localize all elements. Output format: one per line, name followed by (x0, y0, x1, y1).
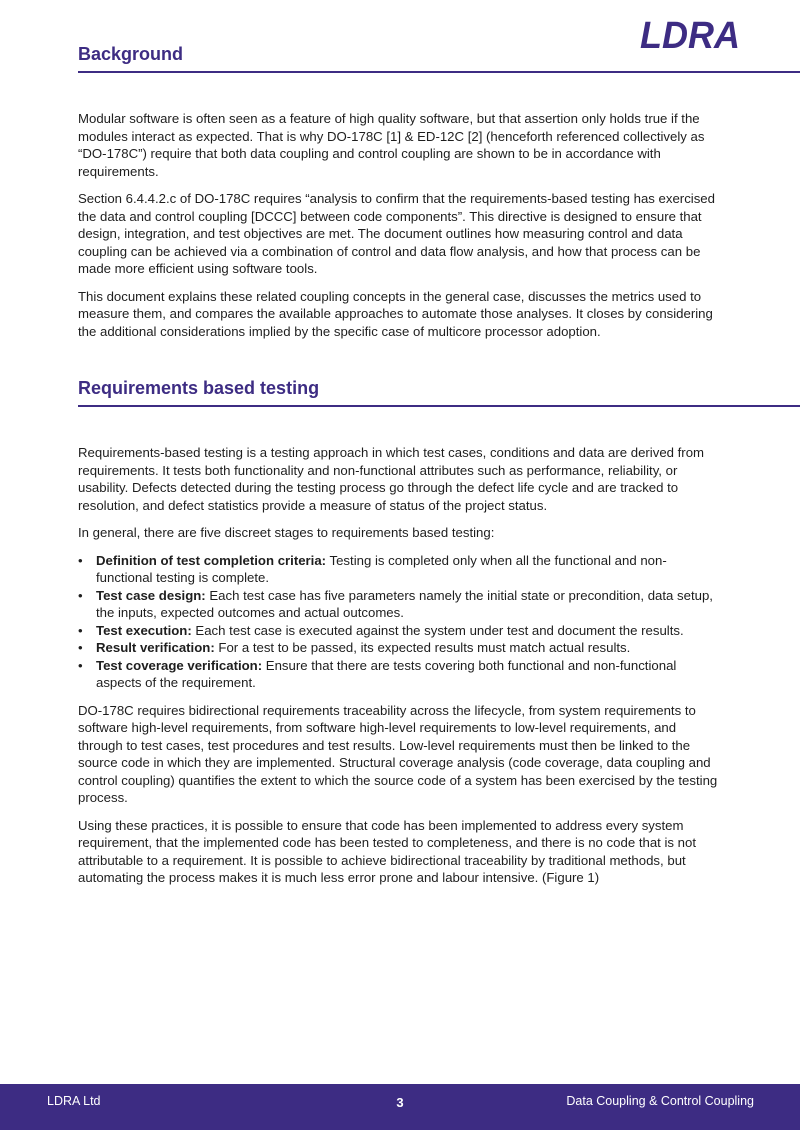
list-item (78, 639, 723, 657)
list-item-term: Test execution: (96, 622, 192, 638)
list-item (78, 657, 723, 692)
page-footer (0, 1084, 800, 1130)
list-item-text: Each test case is executed against the system under test and document the results. (191, 622, 684, 638)
paragraph: This document explains these related coupling concepts in the general case, discusses the metrics used to measure them, and compares the available approaches to automate those analyses. It closes by considering the additional considerations implied by the specific case of multicore processor adoption. (78, 288, 713, 339)
list-item-text: Testing is completed only when all the functional and non-functional testing is complete. (96, 552, 667, 585)
paragraph: Section 6.4.4.2.c of DO-178C requires “analysis to confirm that the requirements-based testing has exercised the data and control coupling [DCCC] between code components”. This directive is designed to ensure that design, integration, and test objectives are met. The document outlines how measuring control and data coupling can be achieved via a combination of control and data flow analysis, and how that process can be made more efficient using software tools. (78, 191, 715, 276)
list-item-term: Result verification: (96, 640, 215, 655)
list-item (78, 552, 723, 587)
background-body (78, 110, 723, 350)
stages-list (78, 552, 723, 692)
list-item (78, 622, 723, 640)
list-item-term: Definition of test completion criteria: (96, 552, 327, 568)
list-item-text: Each test case has five parameters namely the initial state or precondition, data setup, the inputs, expected outcomes and actual outcomes. (96, 587, 713, 620)
section-title-requirements-based-testing: Requirements based testing (78, 378, 320, 398)
paragraph: DO-178C requires bidirectional requirements traceability across the lifecycle, from system requirements to software high-level requirements, from software high-level requirements to low-level requirements, and through to test cases, test procedures and test results. Low-level requirements must then be linked to the source code in which they are implemented. Structural coverage analysis (code coverage, data coupling and control coupling) quantifies the extent to which the source code of a system has been exercised by the testing process. (78, 702, 718, 805)
list-item (78, 587, 723, 622)
requirements-body (78, 444, 723, 897)
section-title-background: Background (78, 44, 184, 64)
paragraph: Using these practices, it is possible to ensure that code has been implemented to address every system requirement, that the implemented code has been tested to completeness, and there is no code that is not attributable to a requirement. It is possible to achieve bidirectional traceability by traditional methods, but automating the process makes it is much less error prone and labour intensive. (Figure 1) (78, 817, 696, 885)
footer-document-title: Data Coupling & Control Coupling (566, 1094, 754, 1108)
ldra-logo (640, 14, 742, 54)
ldra-logo-text: LDRA (640, 15, 740, 54)
section-divider (78, 405, 800, 407)
page-number: 3 (396, 1095, 404, 1110)
list-item-term: Test coverage verification: (96, 657, 263, 673)
list-item-text: Ensure that there are tests covering both functional and non-functional aspects of the requirement. (96, 657, 677, 690)
paragraph: Requirements-based testing is a testing approach in which test cases, conditions and data are derived from requirements. It tests both functionality and non-functional attributes such as performance, reliability, or usability. Defects detected during the testing process go through the defect life cycle and are tracked to resolution, and defect statistics provide a measure of status of the project status. (78, 445, 705, 513)
list-item-term: Test case design: (96, 587, 206, 603)
footer-company: LDRA Ltd (47, 1094, 101, 1108)
list-item-text: For a test to be passed, its expected results must match actual results. (214, 640, 631, 655)
paragraph: Modular software is often seen as a feature of high quality software, but that assertion only holds true if the modules interact as expected. That is why DO-178C [1] & ED-12C [2] (henceforth referenced collectively as “DO-178C”) require that both data coupling and control coupling are shown to be in accordance with requirements. (78, 111, 705, 179)
paragraph: In general, there are five discreet stages to requirements based testing: (78, 525, 495, 540)
section-divider (78, 71, 800, 73)
